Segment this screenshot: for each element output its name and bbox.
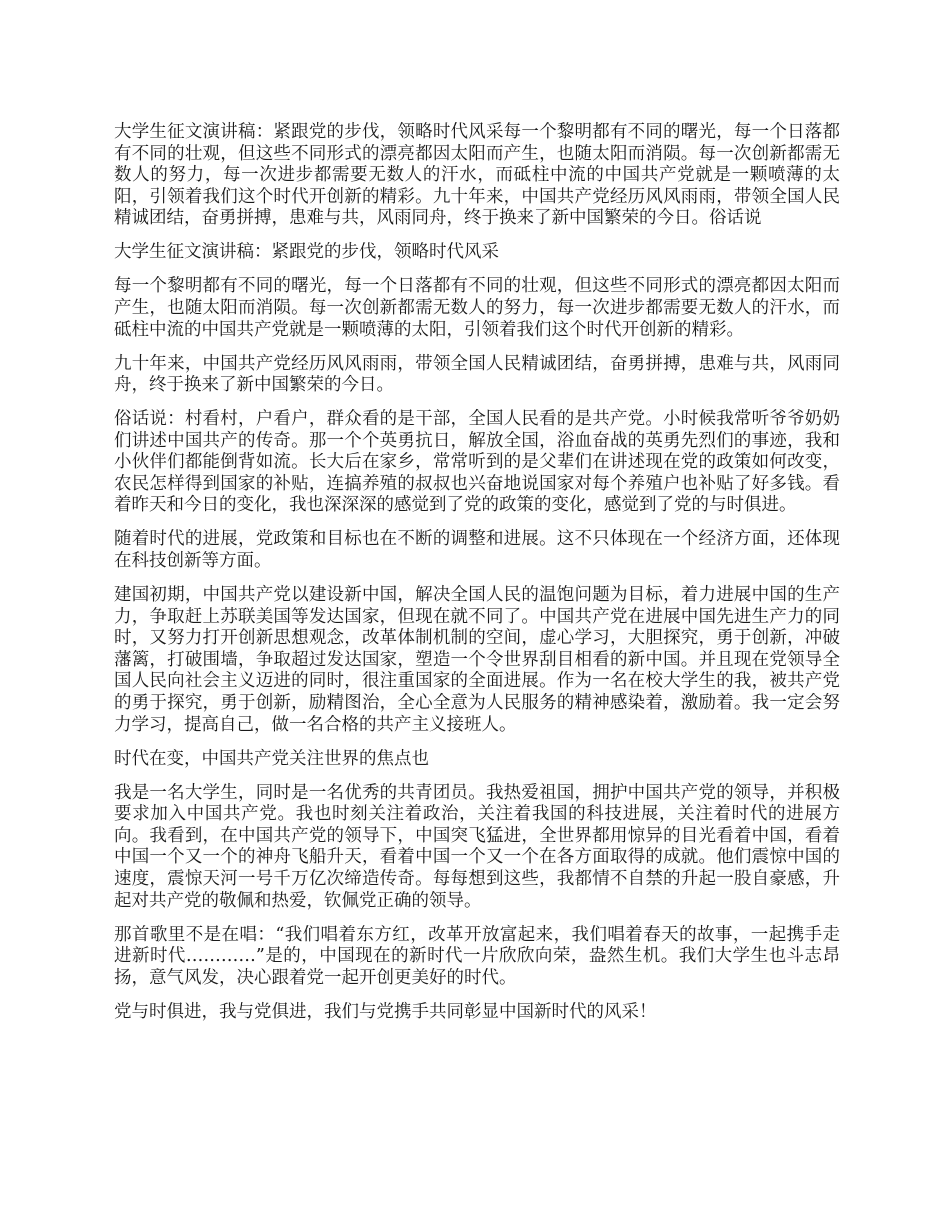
document-page — [114, 122, 840, 1036]
paragraph-saying: 俗话说：村看村，户看户，群众看的是干部，全国人民看的是共产党。小时候我常听爷爷奶奶们讲述中国共产的传奇。那一个个英勇抗日，解放全国，浴血奋战的英勇先烈们的事迹，我和小伙伴们都能倒背如流。长大后在家乡，常常听到的是父辈们在讲述现在党的政策如何改变，农民怎样得到国家的补贴，连搞养殖的叔叔也兴奋地说国家对每个养殖户也补贴了好多钱。看着昨天和今日的变化，我也深深深的感觉到了党的政策的变化，感觉到了党的与时俱进。 — [114, 409, 840, 516]
paragraph-title: 大学生征文演讲稿：紧跟党的步伐，领略时代风采 — [114, 242, 499, 263]
paragraph-ninety-years: 九十年来，中国共产党经历风风雨雨，带领全国人民精诚团结，奋勇拼搏，患难与共，风雨同舟，终于换来了新中国繁荣的今日。 — [114, 353, 840, 396]
paragraph-dawn: 每一个黎明都有不同的曙光，每一个日落都有不同的壮观，但这些不同形式的漂亮都因太阳而产生，也随太阳而消陨。每一次创新都需无数人的努力，每一次进步都需要无数人的汗水，而砥柱中流的中国共产党就是一颗喷薄的太阳，引领着我们这个时代开创新的精彩。 — [114, 276, 840, 340]
paragraph-closing: 党与时俱进，我与党俱进，我们与党携手共同彰显中国新时代的风采！ — [114, 1001, 657, 1022]
paragraph-progress: 随着时代的进展，党政策和目标也在不断的调整和进展。这不只体现在一个经济方面，还体现在科技创新等方面。 — [114, 529, 840, 572]
paragraph-student: 我是一名大学生，同时是一名优秀的共青团员。我热爱祖国，拥护中国共产党的领导，并积极要求加入中国共产党。我也时刻关注着政治，关注着我国的科技进展，关注着时代的进展方向。我看到，在中国共产党的领导下，中国突飞猛进，全世界都用惊异的目光看着中国，看着中国一个又一个的神舟飞船升天，看着中国一个又一个在各方面取得的成就。他们震惊中国的速度，震惊天河一号千万亿次缔造传奇。每每想到这些，我都情不自禁的升起一股自豪感，升起对共产党的敬佩和热爱，钦佩党正确的领导。 — [114, 782, 840, 911]
paragraph-founding: 建国初期，中国共产党以建设新中国，解决全国人民的温饱问题为目标，着力进展中国的生产力，争取赶上苏联美国等发达国家，但现在就不同了。中国共产党在进展中国先进生产力的同时，又努力打开创新思想观念，改革体制机制的空间，虚心学习，大胆探究，勇于创新，冲破藩篱，打破围墙，争取超过发达国家，塑造一个令世界刮目相看的新中国。并且现在党领导全国人民向社会主义迈进的同时，很注重国家的全面进展。作为一名在校大学生的我，被共产党的勇于探究，勇于创新，励精图治，全心全意为人民服务的精神感染着，激励着。我一定会努力学习，提高自己，做一名合格的共产主义接班人。 — [114, 585, 840, 735]
paragraph-song: 那首歌里不是在唱：“我们唱着东方红，改革开放富起来，我们唱着春天的故事，一起携手走进新时代…………”是的，中国现在的新时代一片欣欣向荣，盎然生机。我们大学生也斗志昂扬，意气风发，决心跟着党一起开创更美好的时代。 — [114, 924, 840, 988]
paragraph-intro: 大学生征文演讲稿：紧跟党的步伐，领略时代风采每一个黎明都有不同的曙光，每一个日落都有不同的壮观，但这些不同形式的漂亮都因太阳而产生，也随太阳而消陨。每一次创新都需无数人的努力，每一次进步都需要无数人的汗水，而砥柱中流的中国共产党就是一颗喷薄的太阳，引领着我们这个时代开创新的精彩。九十年来，中国共产党经历风风雨雨，带领全国人民精诚团结，奋勇拼搏，患难与共，风雨同舟，终于换来了新中国繁荣的今日。俗话说 — [114, 122, 840, 229]
paragraph-times-change: 时代在变，中国共产党关注世界的焦点也 — [114, 748, 429, 769]
